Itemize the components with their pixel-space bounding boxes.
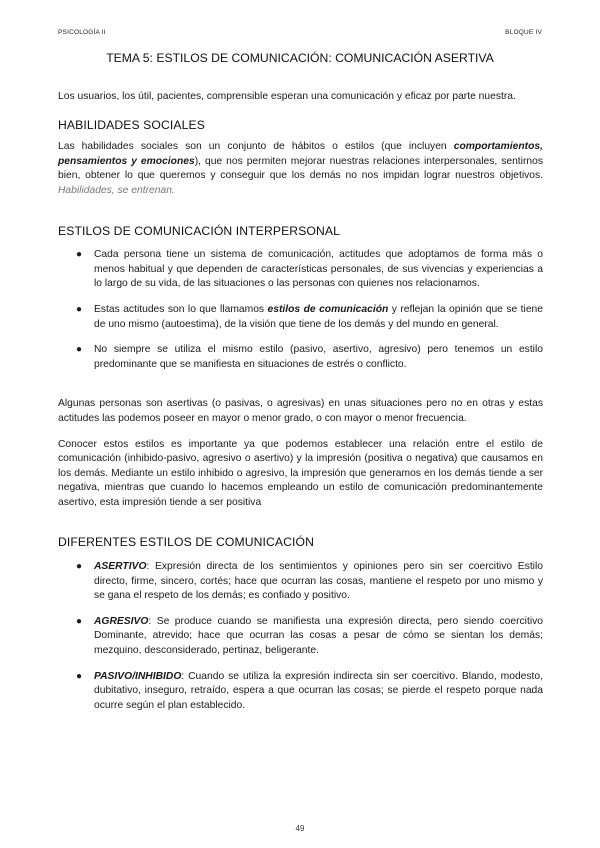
- list-item: [58, 560, 543, 604]
- habilidades-text-b: ), que nos permiten mejorar nuestras relaciones interpersonales, sentirnos bien, obtener lo que queremos y conseguir que los demás no nos impidan lograr nuestros objetivos.: [58, 155, 543, 182]
- list-item: [58, 670, 543, 714]
- bullet-text-a: Estas actitudes son lo que llamamos: [94, 303, 268, 315]
- interpersonal-paragraph-1: Algunas personas son asertivas (o pasivas, o agresivas) en unas situaciones pero no en otras y estas actitudes las podemos poseer en mayor o menor grado, o con mayor o menor frecuencia.: [58, 398, 543, 424]
- list-item: [58, 303, 543, 332]
- style-term: PASIVO/INHIBIDO: [94, 670, 182, 682]
- style-term: ASERTIVO: [94, 561, 147, 573]
- style-description: : Expresión directa de los sentimientos y opiniones pero sin ser coercitivo Estilo directo, firme, sincero, cortés; hace que ocurran las cosas, mantiene el respeto por uno mismo y se gana el respeto de los demás; es confiado y positivo.: [94, 561, 543, 602]
- heading-interpersonal: ESTILOS DE COMUNICACIÓN INTERPERSONAL: [58, 223, 341, 238]
- style-description: : Se produce cuando se manifiesta una expresión directa, pero siendo coercitivo Dominante, atrevido; hace que ocurran las cosas a pesar de cómo se sientan los demás; mezquino, desconsiderado, pertinaz, beligerante.: [94, 615, 543, 657]
- document-body: [58, 90, 543, 713]
- style-description: : Cuando se utiliza la expresión indirecta sin ser coercitivo. Blando, modesto, dubitativo, inseguro, retraído, espera a que ocurran las cosas; se pierde el respeto porque nada ocurre según el plan establecido.: [94, 670, 543, 711]
- bullet-icon: ●: [76, 344, 83, 356]
- bullet-text: Cada persona tiene un sistema de comunicación, actitudes que adoptamos de forma más o menos habitual y que dependen de características personales, de sus vivencias y experiencias a lo largo de su vida, de las situaciones o las personas con quienes nos relacionamos.: [94, 249, 543, 290]
- intro-paragraph: Los usuarios, los útil, pacientes, comprensible esperan una comunicación y eficaz por parte nuestra.: [58, 91, 516, 102]
- habilidades-text-a: Las habilidades sociales son un conjunto de hábitos o estilos (que incluyen: [58, 141, 454, 153]
- page-title: TEMA 5: ESTILOS DE COMUNICACIÓN: COMUNICACIÓN ASERTIVA: [106, 51, 494, 65]
- page-number: 49: [295, 824, 305, 833]
- heading-habilidades: HABILIDADES SOCIALES: [58, 117, 205, 132]
- bullet-icon: ●: [76, 561, 83, 573]
- list-item: [58, 343, 543, 372]
- style-term: AGRESIVO: [94, 615, 149, 627]
- heading-diferentes: DIFERENTES ESTILOS DE COMUNICACIÓN: [58, 535, 314, 550]
- bullet-text-b: y reflejan la opinión que se tiene de uno mismo (autoestima), de la visión que tiene de los demás y del mundo en general.: [94, 303, 543, 330]
- bullet-icon: ●: [76, 670, 83, 682]
- list-item: [58, 248, 543, 292]
- habilidades-paragraph: [58, 140, 543, 198]
- habilidades-note: Habilidades, se entrenan.: [58, 184, 175, 196]
- bullet-emphasis: estilos de comunicación: [267, 303, 389, 315]
- interpersonal-list: [58, 248, 543, 372]
- bullet-icon: ●: [76, 615, 83, 627]
- styles-list: [58, 560, 543, 713]
- list-item: [58, 615, 543, 659]
- bullet-text: No siempre se utiliza el mismo estilo (pasivo, asertivo, agresivo) pero tenemos un estilo predominante que se manifiesta en situaciones de estrés o conflicto.: [94, 344, 543, 370]
- bullet-icon: ●: [76, 249, 83, 261]
- header-subject: PSICOLOGÍA II: [58, 29, 106, 36]
- interpersonal-paragraph-2: Conocer estos estilos es importante ya que podemos establecer una relación entre el estilo de comunicación (inhibido-pasivo, agresivo o asertivo) y la impresión (positiva o negativa) que causamos en los demás. Mediante un estilo inhibido o agresivo, la impresión que generamos en los demás tiende a ser negativa, mientras que cuando lo hacemos empleando un estilo de comunicación predominantemente asertivo, esta impresión tiende a ser positiva: [58, 438, 543, 508]
- header-block: BLOQUE IV: [505, 29, 542, 36]
- bullet-icon: ●: [76, 303, 83, 315]
- habilidades-emphasis: comportamientos, pensamientos y emociones: [58, 141, 543, 167]
